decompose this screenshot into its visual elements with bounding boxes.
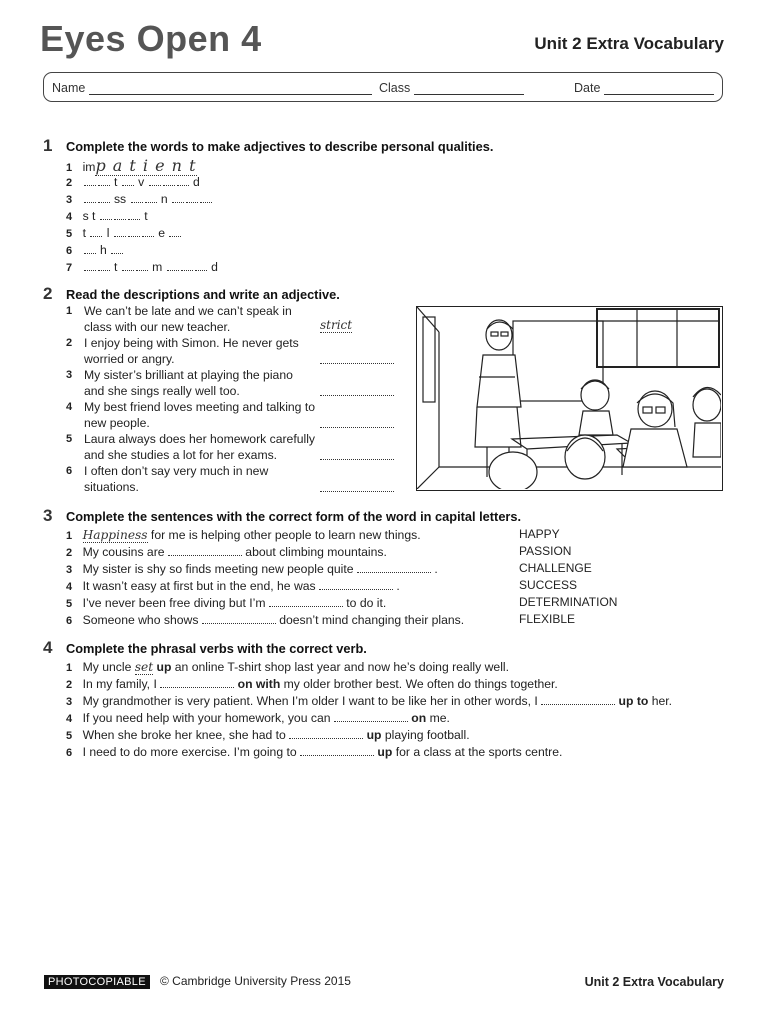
example-answer: strict (320, 318, 353, 332)
exercise-3-number: 3 (43, 506, 53, 525)
capital-word: CHALLENGE (519, 561, 592, 575)
answer-blank[interactable] (541, 693, 615, 705)
classroom-illustration (416, 306, 723, 491)
exercise-4-number: 4 (43, 638, 53, 657)
answer-blank[interactable] (160, 676, 234, 688)
list-item[interactable]: 7 t m d (66, 260, 218, 274)
class-field[interactable] (379, 81, 524, 95)
answer-blank[interactable] (168, 544, 242, 556)
list-item[interactable]: 6 Someone who shows doesn’t mind changing their plans. (66, 613, 465, 627)
list-item[interactable]: 5 t l e (66, 224, 182, 242)
exercise-1-title: Complete the words to make adjectives to describe personal qualities. (66, 139, 494, 154)
date-label: Date (574, 81, 601, 95)
footer-unit-title: Unit 2 Extra Vocabulary (584, 975, 724, 989)
student-info-box (43, 72, 723, 102)
photocopiable-badge: PHOTOCOPIABLE (44, 975, 150, 989)
list-item[interactable]: 3 My grandmother is very patient. When I’m older I want to be like her in other words, I up to her. (66, 694, 673, 708)
capital-word: PASSION (519, 544, 572, 558)
date-field[interactable] (574, 81, 714, 95)
exercise-2-number: 2 (43, 284, 53, 303)
example-answer: set (134, 660, 154, 674)
list-item[interactable]: 4 s t t (66, 209, 148, 223)
example-answer: p a t i e n t (95, 156, 197, 175)
book-title: Eyes Open 4 (40, 18, 262, 59)
list-item[interactable]: 2 t v d (66, 175, 200, 189)
capital-word: FLEXIBLE (519, 612, 576, 626)
capital-word: HAPPY (519, 527, 560, 541)
example-answer: Happiness (82, 528, 148, 542)
answer-blank[interactable] (319, 578, 393, 590)
classroom-drawing (417, 307, 721, 489)
list-item[interactable]: 3 My sister is shy so finds meeting new people quite . (66, 562, 438, 576)
list-item: 1 My uncle set up an online T-shirt shop last year and now he’s doing really well. (66, 660, 509, 674)
list-item: 1 imp a t i e n t (66, 156, 197, 175)
exercise-3-title: Complete the sentences with the correct form of the word in capital letters. (66, 509, 522, 524)
answer-blank[interactable] (334, 710, 408, 722)
answer-blank[interactable] (320, 352, 394, 364)
list-item[interactable]: 3 ss n (66, 190, 213, 208)
list-item[interactable]: 5 I’ve never been free diving but I’m to do it. (66, 596, 387, 610)
list-item[interactable]: 2 In my family, I on with my older brother best. We often do things together. (66, 677, 558, 691)
name-label: Name (52, 81, 86, 95)
capital-word: SUCCESS (519, 578, 578, 592)
answer-blank[interactable] (289, 727, 363, 739)
list-item[interactable]: 4 It wasn’t easy at first but in the end, he was . (66, 579, 400, 593)
list-item[interactable]: 6 I need to do more exercise. I’m going to up for a class at the sports centre. (66, 745, 563, 759)
list-item[interactable]: 5 When she broke her knee, she had to up playing football. (66, 728, 470, 742)
answer-blank[interactable] (320, 416, 394, 428)
exercise-4-title: Complete the phrasal verbs with the correct verb. (66, 641, 367, 656)
exercise-2-list: 1 We can’t be late and we can’t speak in class with our new teacher. strict 2 I enjoy being with Simon. He never gets worried or angry. 3 My sister’s brilliant at playing the piano and she sings really well too. 4 My best friend loves meeting and talking to new people. 5 Laura always does her homework carefully and she studies a lot for her exams. 6 I often don’t say very much in new situations. (66, 304, 396, 494)
answer-blank[interactable] (357, 561, 431, 573)
list-item[interactable]: 2 My cousins are about climbing mountains. (66, 545, 387, 559)
answer-blank[interactable] (269, 595, 343, 607)
answer-blank[interactable] (320, 480, 394, 492)
class-label: Class (379, 81, 411, 95)
unit-title: Unit 2 Extra Vocabulary (534, 34, 724, 53)
exercise-1-number: 1 (43, 136, 53, 155)
list-item[interactable]: 6 h (66, 241, 124, 259)
answer-blank[interactable] (320, 448, 394, 460)
list-item[interactable]: 4 If you need help with your homework, you can on me. (66, 711, 450, 725)
capital-word: DETERMINATION (519, 595, 618, 609)
answer-blank[interactable] (300, 744, 374, 756)
copyright-text: © Cambridge University Press 2015 (160, 974, 351, 988)
answer-blank[interactable] (320, 384, 394, 396)
list-item: 1 Happiness for me is helping other people to learn new things. (66, 528, 421, 542)
exercise-2-title: Read the descriptions and write an adjective. (66, 287, 340, 302)
answer-blank[interactable] (202, 612, 276, 624)
name-field[interactable] (52, 81, 372, 95)
